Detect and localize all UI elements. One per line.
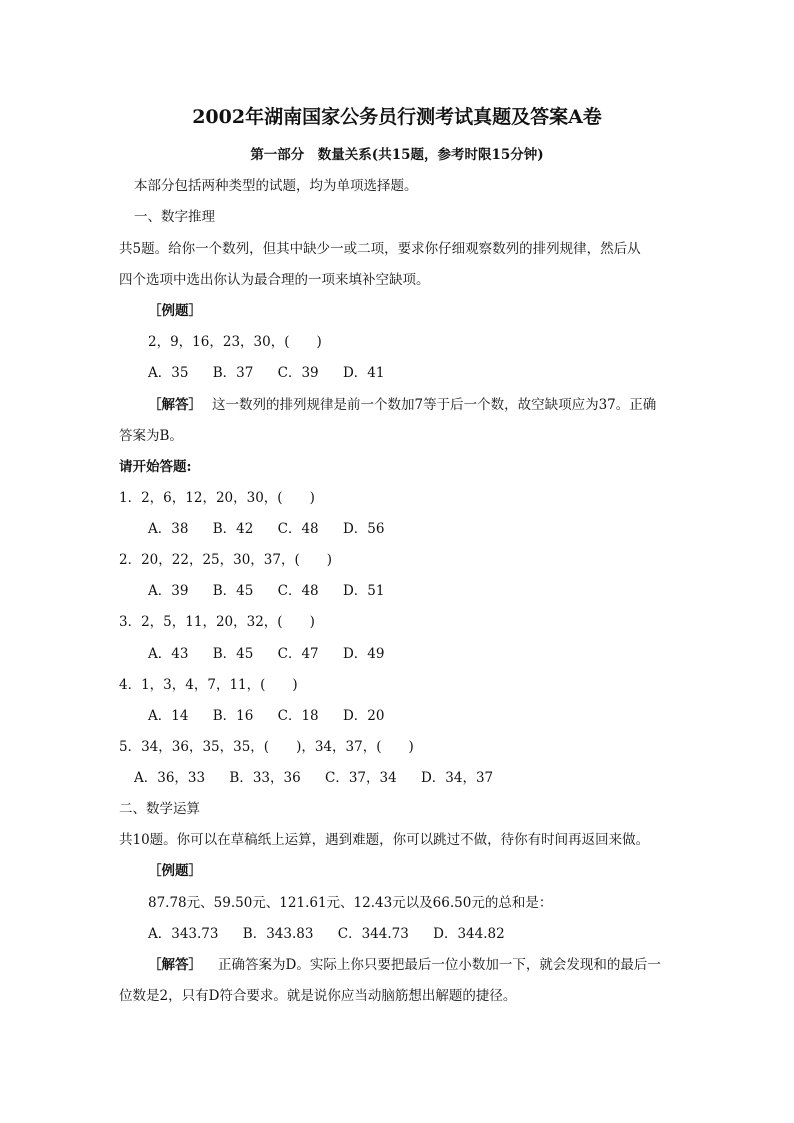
- page-title: 2002年湖南国家公务员行测考试真题及答案A卷: [192, 106, 602, 128]
- start-answering-label: 请开始答题:: [119, 459, 192, 475]
- option: D．56: [342, 521, 385, 537]
- option: B．45: [212, 583, 254, 599]
- option: B．33，36: [229, 770, 301, 786]
- option: C．18: [277, 708, 319, 724]
- option: D．41: [342, 365, 385, 381]
- option: C．37，34: [324, 770, 397, 786]
- option: A．39: [148, 583, 189, 599]
- option: B．16: [212, 708, 254, 724]
- section2-example-label: ［例题］: [148, 863, 202, 879]
- option: D．20: [342, 708, 385, 724]
- section2-example-options: [148, 925, 505, 943]
- answer-label: ［解答］: [148, 957, 202, 973]
- intro-text: 本部分包括两种类型的试题，均为单项选择题。: [134, 178, 418, 194]
- section2-answer-line2: 位数是2，只有D符合要求。就是说你应当动脑筋想出解题的捷径。: [119, 988, 517, 1004]
- option: A．343.73: [148, 926, 219, 942]
- option: D．49: [342, 646, 385, 662]
- option: A．38: [148, 521, 189, 537]
- answer-text: 这一数列的排列规律是前一个数加7等于后一个数，故空缺项应为37。正确: [212, 397, 657, 413]
- option: B．37: [212, 365, 254, 381]
- question-1-options: [148, 520, 384, 538]
- question-3-stem: 3．2，5，11，20，32，( ): [119, 614, 315, 630]
- option: B．343.83: [242, 926, 314, 942]
- section1-example-options: [148, 364, 384, 382]
- answer-text: 正确答案为D。实际上你只要把最后一位小数加一下，就会发现和的最后一: [218, 957, 661, 973]
- question-4-stem: 4．1，3，4，7，11，( ): [119, 677, 298, 693]
- section1-example-label: ［例题］: [148, 303, 202, 319]
- option: C．47: [277, 646, 319, 662]
- answer-label: ［解答］: [148, 397, 202, 413]
- question-5-stem: 5．34，36，35，35，( )，34，37，( ): [119, 739, 414, 755]
- section2-heading: 二、数学运算: [119, 801, 200, 817]
- option: A．43: [148, 646, 189, 662]
- question-2-options: [148, 582, 384, 600]
- section1-answer-line1: [148, 396, 656, 414]
- section2-example-text: 87.78元、59.50元、121.61元、12.43元以及66.50元的总和是：: [148, 895, 553, 911]
- section2-desc: 共10题。你可以在草稿纸上运算，遇到难题，你可以跳过不做，待你有时间再返回来做。: [119, 832, 650, 848]
- part-subtitle: 第一部分 数量关系(共15题，参考时限15分钟): [250, 147, 544, 163]
- question-2-stem: 2．20，22，25，30，37，( ): [119, 552, 333, 568]
- option: C．344.73: [337, 926, 409, 942]
- section1-heading: 一、数字推理: [134, 209, 215, 225]
- option: A．14: [148, 708, 189, 724]
- section1-desc-line1: 共5题。给你一个数列，但其中缺少一或二项，要求你仔细观察数列的排列规律，然后从: [119, 241, 641, 257]
- option: C．48: [277, 521, 319, 537]
- option: C．39: [277, 365, 319, 381]
- option: D．34，37: [420, 770, 494, 786]
- option: A．36，33: [134, 770, 206, 786]
- section1-example-sequence: 2，9，16，23，30，( ): [148, 334, 322, 350]
- option: D．51: [342, 583, 385, 599]
- option: A．35: [148, 365, 189, 381]
- question-3-options: [148, 645, 384, 663]
- option: C．48: [277, 583, 319, 599]
- question-5-options: [134, 769, 493, 787]
- question-1-stem: 1．2，6，12，20，30，( ): [119, 490, 315, 506]
- option: B．45: [212, 646, 254, 662]
- section1-answer-line2: 答案为B。: [119, 428, 183, 444]
- option: B．42: [212, 521, 254, 537]
- question-4-options: [148, 707, 384, 725]
- option: D．344.82: [433, 926, 505, 942]
- section1-desc-line2: 四个选项中选出你认为最合理的一项来填补空缺项。: [119, 272, 430, 288]
- section2-answer-line1: [148, 956, 661, 974]
